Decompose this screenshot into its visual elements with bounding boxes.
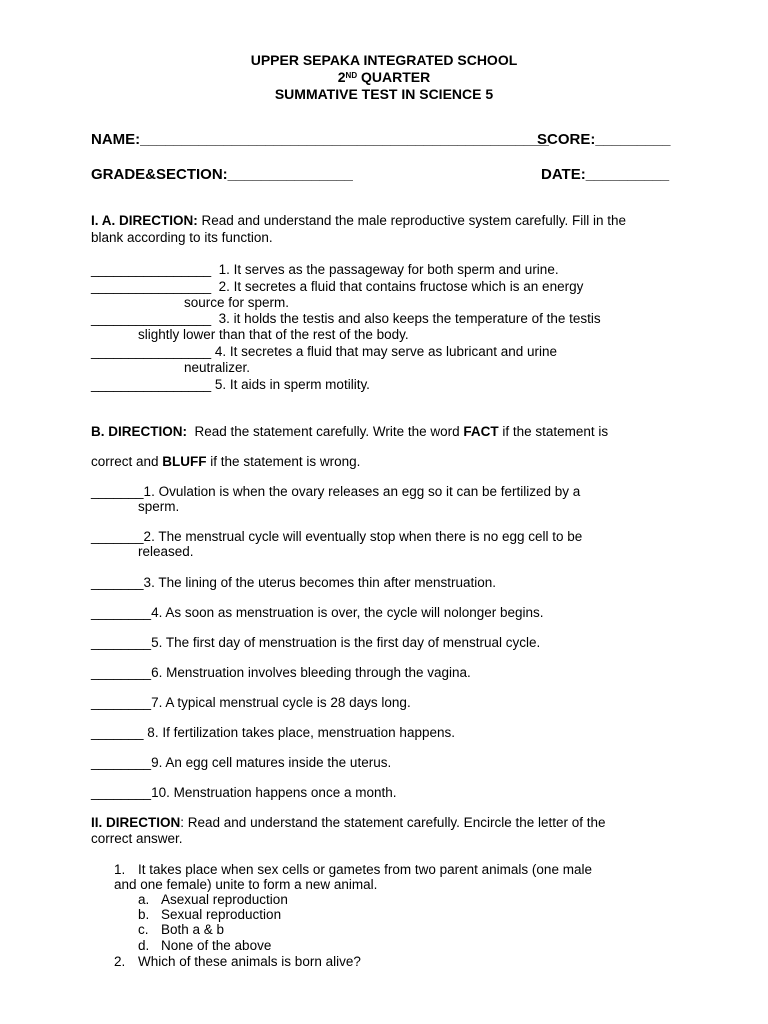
part-ia-direction: I. A. DIRECTION: Read and understand the male reproductive system carefully. Fill in the xyxy=(91,213,626,228)
name-field[interactable]: NAME:_________________________________________________ xyxy=(91,131,549,148)
answer-blank[interactable]: ________________ xyxy=(91,262,212,277)
answer-blank[interactable]: ________________ xyxy=(91,344,212,359)
answer-blank[interactable]: ________________ xyxy=(91,279,212,294)
part-b-item[interactable]: ________6. Menstruation involves bleeding through the vagina. xyxy=(91,665,471,680)
part-b-item[interactable]: ________10. Menstruation happens once a month. xyxy=(91,785,397,800)
part-b-item[interactable]: _______ 8. If fertilization takes place, menstruation happens. xyxy=(91,725,455,740)
part-b-item[interactable]: _______1. Ovulation is when the ovary releases an egg so it can be fertilized by a xyxy=(91,484,581,499)
answer-blank[interactable]: ________________ xyxy=(91,377,212,392)
part-b-item[interactable]: ________7. A typical menstrual cycle is 28 days long. xyxy=(91,695,411,710)
part-b-direction-cont: correct and BLUFF if the statement is wrong. xyxy=(91,454,361,469)
school-name: UPPER SEPAKA INTEGRATED SCHOOL xyxy=(250,52,518,68)
part-b-direction: B. DIRECTION: Read the statement carefully. Write the word FACT if the statement is xyxy=(91,424,609,439)
question-number: 1. xyxy=(114,862,126,877)
grade-section-field[interactable]: GRADE&SECTION:_______________ xyxy=(91,166,353,183)
part-ia-item: ________________ 3. it holds the testis and also keeps the temperature of the testis xyxy=(91,311,601,326)
choice-letter[interactable]: c. xyxy=(138,922,149,937)
part-b-item[interactable]: _______2. The menstrual cycle will eventually stop when there is no egg cell to be xyxy=(91,529,583,544)
choice-text[interactable]: Asexual reproduction xyxy=(161,892,288,907)
part-b-item[interactable]: ________9. An egg cell matures inside the uterus. xyxy=(91,755,392,770)
part-ia-direction-cont: blank according to its function. xyxy=(91,230,273,245)
choice-letter[interactable]: d. xyxy=(138,938,150,953)
part-ia-item-cont: neutralizer. xyxy=(184,360,251,375)
test-title: SUMMATIVE TEST IN SCIENCE 5 xyxy=(274,86,494,102)
part-ia-item-cont: source for sperm. xyxy=(184,295,290,310)
choice-text[interactable]: Both a & b xyxy=(161,922,225,937)
part-ia-item: ________________ 4. It secretes a fluid that may serve as lubricant and urine xyxy=(91,344,558,359)
part-ia-item: ________________ 5. It aids in sperm motility. xyxy=(91,377,370,392)
part-ii-direction-cont: correct answer. xyxy=(91,831,183,846)
part-b-item[interactable]: ________5. The first day of menstruation is the first day of menstrual cycle. xyxy=(91,635,541,650)
date-field[interactable]: DATE:__________ xyxy=(541,166,670,183)
choice-letter[interactable]: a. xyxy=(138,892,150,907)
part-ia-item-cont: slightly lower than that of the rest of the body. xyxy=(138,327,409,342)
choice-text[interactable]: None of the above xyxy=(161,938,272,953)
question-text: Which of these animals is born alive? xyxy=(138,954,361,969)
part-ii-direction: II. DIRECTION: Read and understand the statement carefully. Encircle the letter of the xyxy=(91,815,606,830)
choice-text[interactable]: Sexual reproduction xyxy=(161,907,282,922)
choice-letter[interactable]: b. xyxy=(138,907,150,922)
part-b-item-cont: sperm. xyxy=(138,499,180,514)
question-text: It takes place when sex cells or gametes from two parent animals (one male xyxy=(138,862,592,877)
question-number: 2. xyxy=(114,954,126,969)
part-b-item[interactable]: _______3. The lining of the uterus becomes thin after menstruation. xyxy=(91,575,497,590)
part-ia-item: ________________ 1. It serves as the passageway for both sperm and urine. xyxy=(91,262,559,277)
quarter-title: 2ND QUARTER xyxy=(337,69,431,85)
score-field[interactable]: SCORE:_________ xyxy=(537,131,671,148)
part-b-item[interactable]: ________4. As soon as menstruation is over, the cycle will nolonger begins. xyxy=(91,605,544,620)
answer-blank[interactable]: ________________ xyxy=(91,311,212,326)
question-text-cont: and one female) unite to form a new animal. xyxy=(114,877,378,892)
part-b-item-cont: released. xyxy=(138,544,194,559)
part-ia-item: ________________ 2. It secretes a fluid that contains fructose which is an energy xyxy=(91,279,584,294)
